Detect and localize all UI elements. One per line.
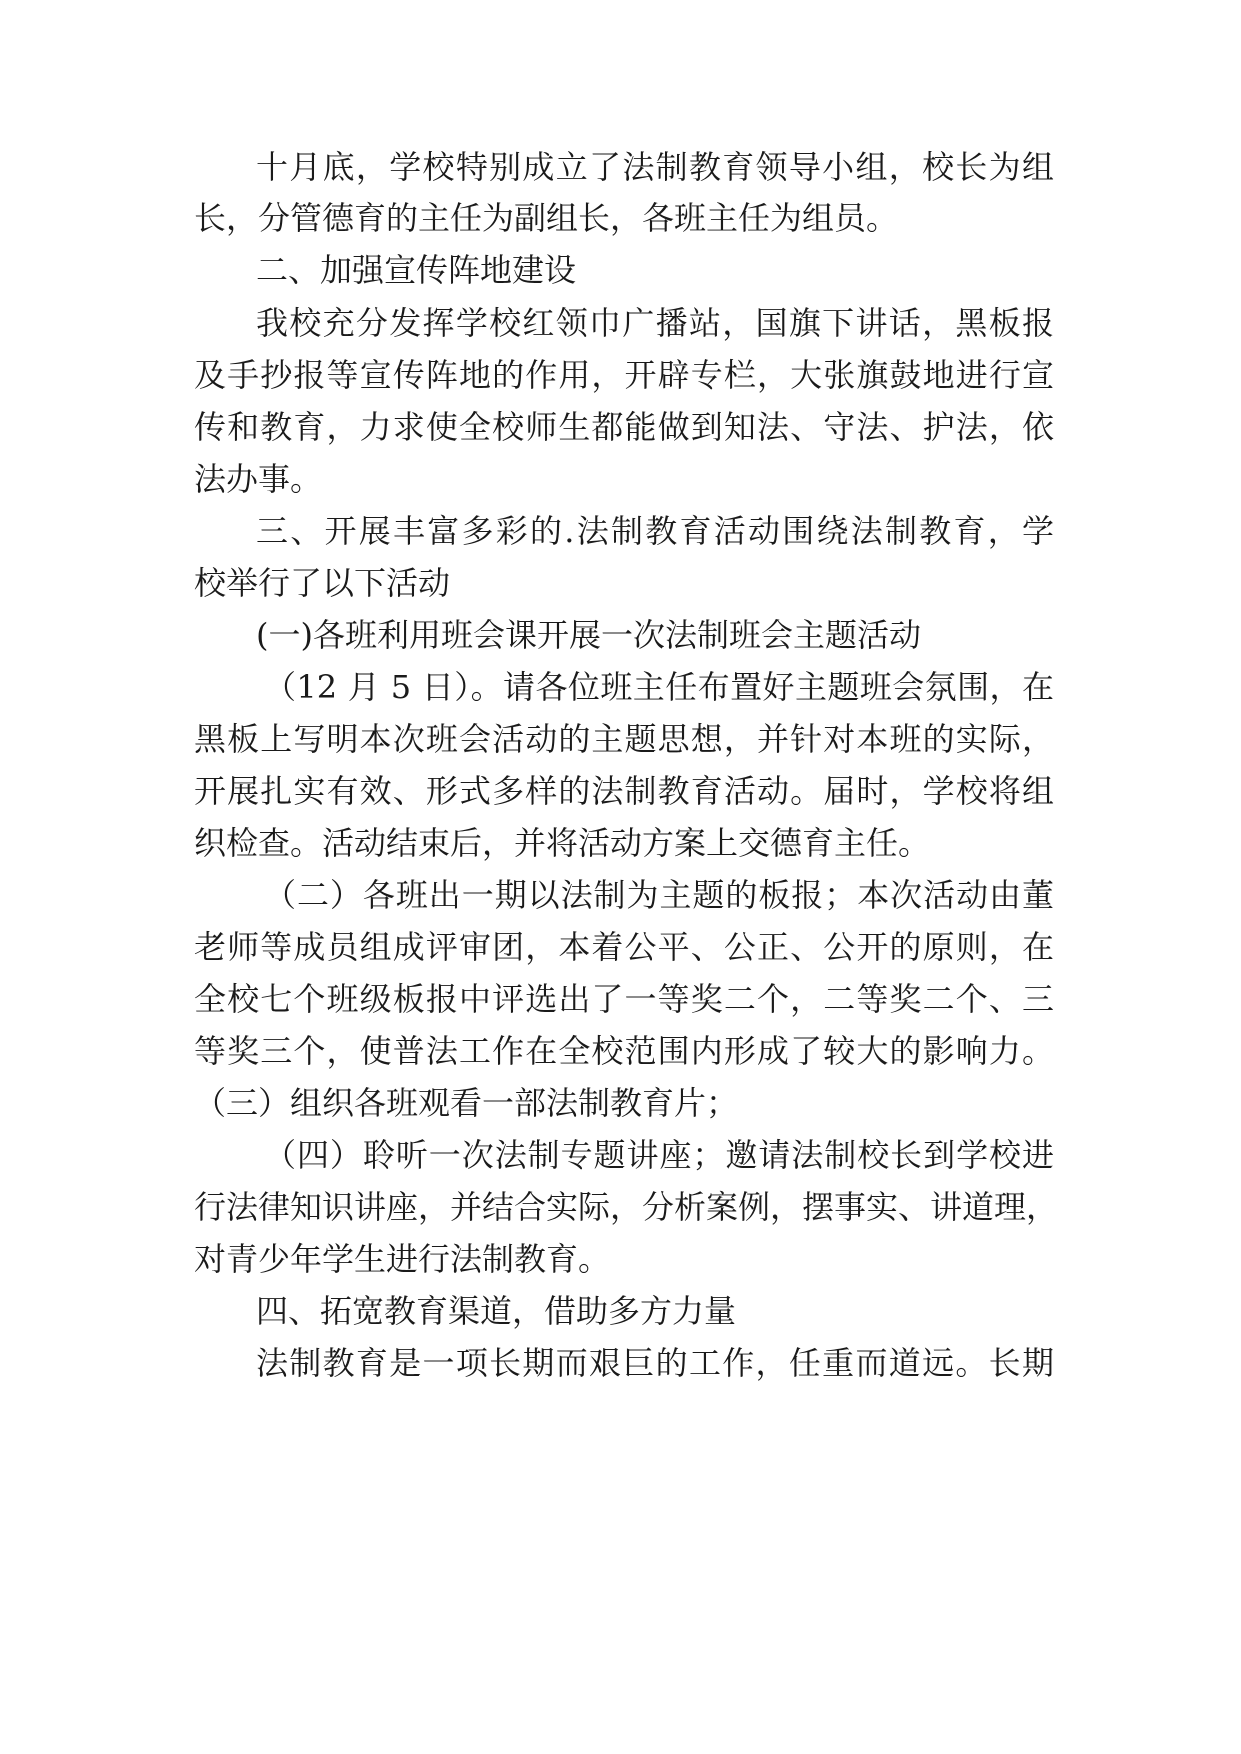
section-heading: 三、开展丰富多彩的.法制教育活动围绕法制教育，学 xyxy=(256,512,1054,550)
paragraph-line: 法制教育是一项长期而艰巨的工作，任重而道远。长期 xyxy=(256,1344,1054,1382)
paragraph-line: 校举行了以下活动 xyxy=(194,564,451,602)
paragraph-line: 黑板上写明本次班会活动的主题思想，并针对本班的实际， xyxy=(194,720,1054,758)
subsection-line: （二）各班出一期以法制为主题的板报；本次活动由董 xyxy=(264,876,1054,914)
subsection-line: （三）组织各班观看一部法制教育片； xyxy=(194,1084,739,1122)
paragraph-line: 传和教育，力求使全校师生都能做到知法、守法、护法，依 xyxy=(194,408,1054,446)
paragraph-line: 十月底，学校特别成立了法制教育领导小组，校长为组 xyxy=(256,148,1054,186)
paragraph-line: 长，分管德育的主任为副组长，各班主任为组员。 xyxy=(194,199,899,237)
section-heading: 二、加强宣传阵地建设 xyxy=(256,251,577,289)
paragraph-line: 等奖三个，使普法工作在全校范围内形成了较大的影响力。 xyxy=(194,1032,1054,1070)
paragraph-line: 织检查。活动结束后，并将活动方案上交德育主任。 xyxy=(194,824,931,862)
paragraph-line: 开展扎实有效、形式多样的法制教育活动。届时，学校将组 xyxy=(194,772,1054,810)
paragraph-line: 对青少年学生进行法制教育。 xyxy=(194,1240,611,1278)
paragraph-line: 老师等成员组成评审团，本着公平、公正、公开的原则，在 xyxy=(194,928,1054,966)
section-heading: 四、拓宽教育渠道，借助多方力量 xyxy=(256,1292,737,1330)
paragraph-line: 我校充分发挥学校红领巾广播站，国旗下讲话，黑板报 xyxy=(256,304,1054,342)
paragraph-line: （12 月 5 日）。请各位班主任布置好主题班会氛围，在 xyxy=(264,668,1054,706)
paragraph-line: 行法律知识讲座，并结合实际，分析案例，摆事实、讲道理， xyxy=(194,1188,1059,1226)
subsection-line: （四）聆听一次法制专题讲座；邀请法制校长到学校进 xyxy=(264,1136,1054,1174)
subsection-heading: (一)各班利用班会课开展一次法制班会主题活动 xyxy=(256,616,921,654)
paragraph-line: 法办事。 xyxy=(194,460,323,498)
paragraph-line: 全校七个班级板报中评选出了一等奖二个，二等奖二个、三 xyxy=(194,980,1054,1018)
paragraph-line: 及手抄报等宣传阵地的作用，开辟专栏，大张旗鼓地进行宣 xyxy=(194,356,1054,394)
